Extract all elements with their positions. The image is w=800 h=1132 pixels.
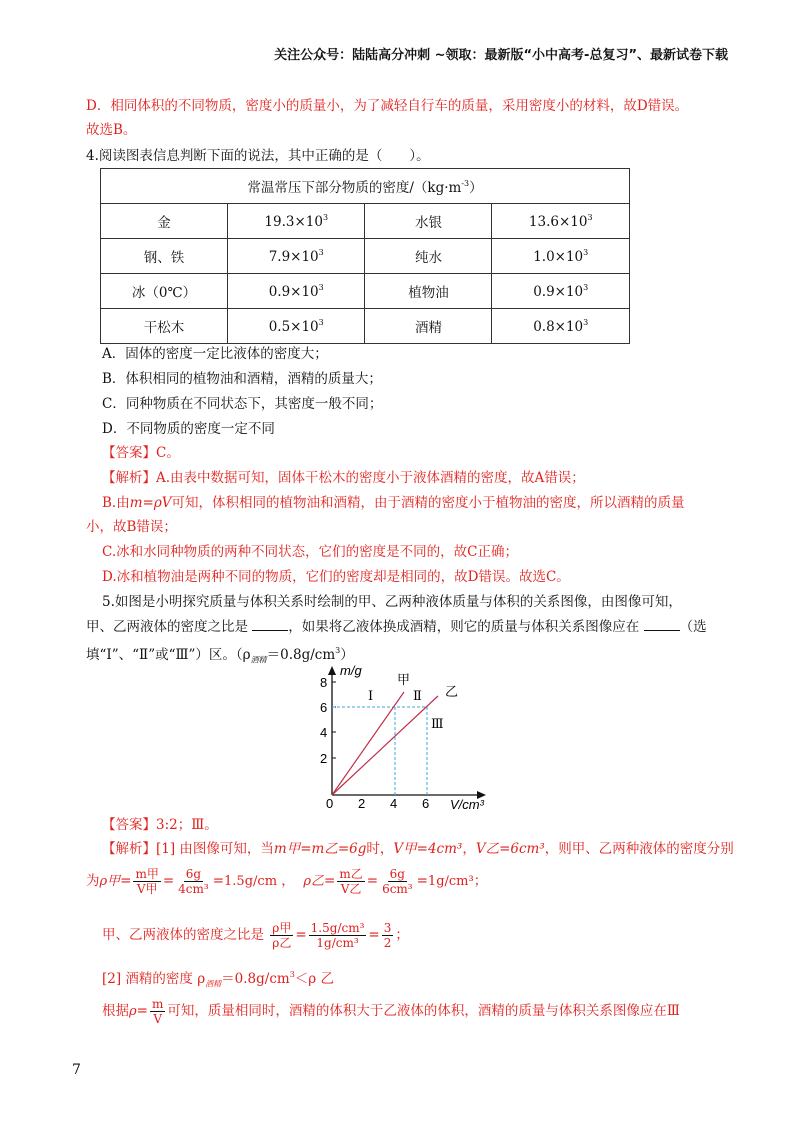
x-tick-label: 0 [326, 796, 334, 810]
x-axis-label: V/cm³ [450, 797, 484, 810]
y-axis-label: m/g [340, 663, 362, 678]
x-tick-label: 2 [358, 796, 366, 810]
region-label-1: Ⅰ [368, 689, 374, 704]
region-label-3: Ⅲ [431, 717, 444, 732]
table-caption: 常温常压下部分物质的密度$/(kg\cdot m^{-3})$ [101, 169, 630, 204]
y-tick-label: 6 [320, 700, 328, 715]
answer-blank[interactable] [252, 618, 288, 631]
answer-blank[interactable] [644, 618, 680, 631]
q4-analysis-c: C.冰和水同种物质的两种不同状态，它们的密度是不同的，故C正确； [102, 544, 518, 560]
q4-option-a: A．固体的密度一定比液体的密度大； [102, 346, 328, 362]
mass-volume-chart [300, 660, 520, 810]
line-label-yi: 乙 [445, 685, 459, 700]
y-tick-label: 8 [320, 675, 328, 690]
prev-select: 故选B。 [86, 122, 137, 138]
line-label-jia: 甲 [397, 673, 411, 688]
table-row: 钢、铁 $7.9\times 10^3$ 纯水 $1.0\times 10^3$ [101, 239, 630, 274]
x-tick-label: 4 [390, 796, 398, 810]
y-axis-arrow-icon [328, 666, 336, 675]
q5-density-equations: 为ρ甲= $\frac{\text{m甲}}{\text{V甲}}$ = $\frac{6g}{\text{4cm³}}$ =1.5g/cm ， ρ乙= $\frac{\text{m乙}}{\text{V乙}}$ = $\frac{6g}{\text{6cm³}}$ =1g/cm³； [86, 867, 488, 896]
q4-stem: 4.阅读图表信息判断下面的说法，其中正确的是（ ）。 [86, 148, 430, 164]
q4-option-b: B．体积相同的植物油和酒精，酒精的质量大； [102, 371, 382, 387]
x-tick-label: 6 [422, 796, 430, 810]
page-number: 7 [72, 1062, 81, 1078]
region-label-2: Ⅱ [413, 689, 422, 704]
q4-option-c: C．同种物质在不同状态下，其密度一般不同； [102, 396, 383, 412]
density-table [100, 168, 630, 344]
q5-analysis-2: [2] 酒精的密度 $\rho_{酒精}=0.8g/cm^3<\rho$ 乙 [102, 970, 335, 989]
q5-answer: 【答案】3:2；Ⅲ。 [102, 817, 218, 833]
q4-analysis-d: D.冰和植物油是两种不同的物质，它们的密度却是相同的，故D错误。故选C。 [102, 569, 570, 585]
q4-answer: 【答案】C。 [102, 445, 180, 461]
prev-option-d: D．相同体积的不同物质，密度小的质量小，为了减轻自行车的质量，采用密度小的材料，故D错误。 [86, 98, 689, 114]
page-header: 关注公众号：陆陆高分冲刺 ~领取：最新版“小中高考-总复习”、最新试卷下载 [274, 48, 728, 63]
table-row: 干松木 $0.5\times 10^3$ 酒精 $0.8\times 10^3$ [101, 309, 630, 344]
q5-ratio-equation: 甲、乙两液体的密度之比是 $\frac{\text{ρ甲}}{\text{ρ乙}}$ = $\frac{\text{1.5g/cm³}}{\text{1g/cm³}}$ = $\frac{3}{2}$ ； [102, 921, 409, 950]
q5-stem-1: 5.如图是小明探究质量与体积关系时绘制的甲、乙两种液体质量与体积的关系图像，由图像可知， [102, 594, 682, 610]
q4-analysis-b-cont: 小，故B错误； [86, 519, 177, 535]
q5-stem-3: 填“Ⅰ”、“Ⅱ”或“Ⅲ”）区。$(\rho_{酒精}=0.8g/cm^3)$ [86, 646, 354, 665]
q5-stem-2: 甲、乙两液体的密度之比是 ，如果将乙液体换成酒精，则它的质量与体积关系图像应在 （选 [86, 619, 707, 635]
q4-option-d: D．不同物质的密度一定不同 [102, 421, 275, 437]
q5-analysis-last: 根据ρ= $\frac{m}{V}$ 可知，质量相同时，酒精的体积大于乙液体的体积，酒精的质量与体积关系图像应在Ⅲ [102, 997, 680, 1026]
q4-analysis-b: B.由m=ρV可知，体积相同的植物油和酒精，由于酒精的密度小于植物油的密度，所以酒精的质量 [102, 495, 685, 511]
table-row: 金 $19.3\times 10^3$ 水银 $13.6\times 10^3$ [101, 204, 630, 239]
q5-analysis-1: 【解析】[1] 由图像可知，当m甲=m乙=6g时，V甲=4cm³，V乙=6cm³，则甲、乙两种液体的密度分别 [102, 841, 734, 857]
table-row: 冰（0℃） $0.9\times 10^3$ 植物油 $0.9\times 10^3$ [101, 274, 630, 309]
y-tick-label: 4 [320, 725, 328, 740]
q4-analysis-a: 【解析】A.由表中数据可知，固体干松木的密度小于液体酒精的密度，故A错误； [102, 470, 585, 486]
y-tick-label: 2 [320, 751, 328, 766]
line-yi [332, 696, 438, 795]
